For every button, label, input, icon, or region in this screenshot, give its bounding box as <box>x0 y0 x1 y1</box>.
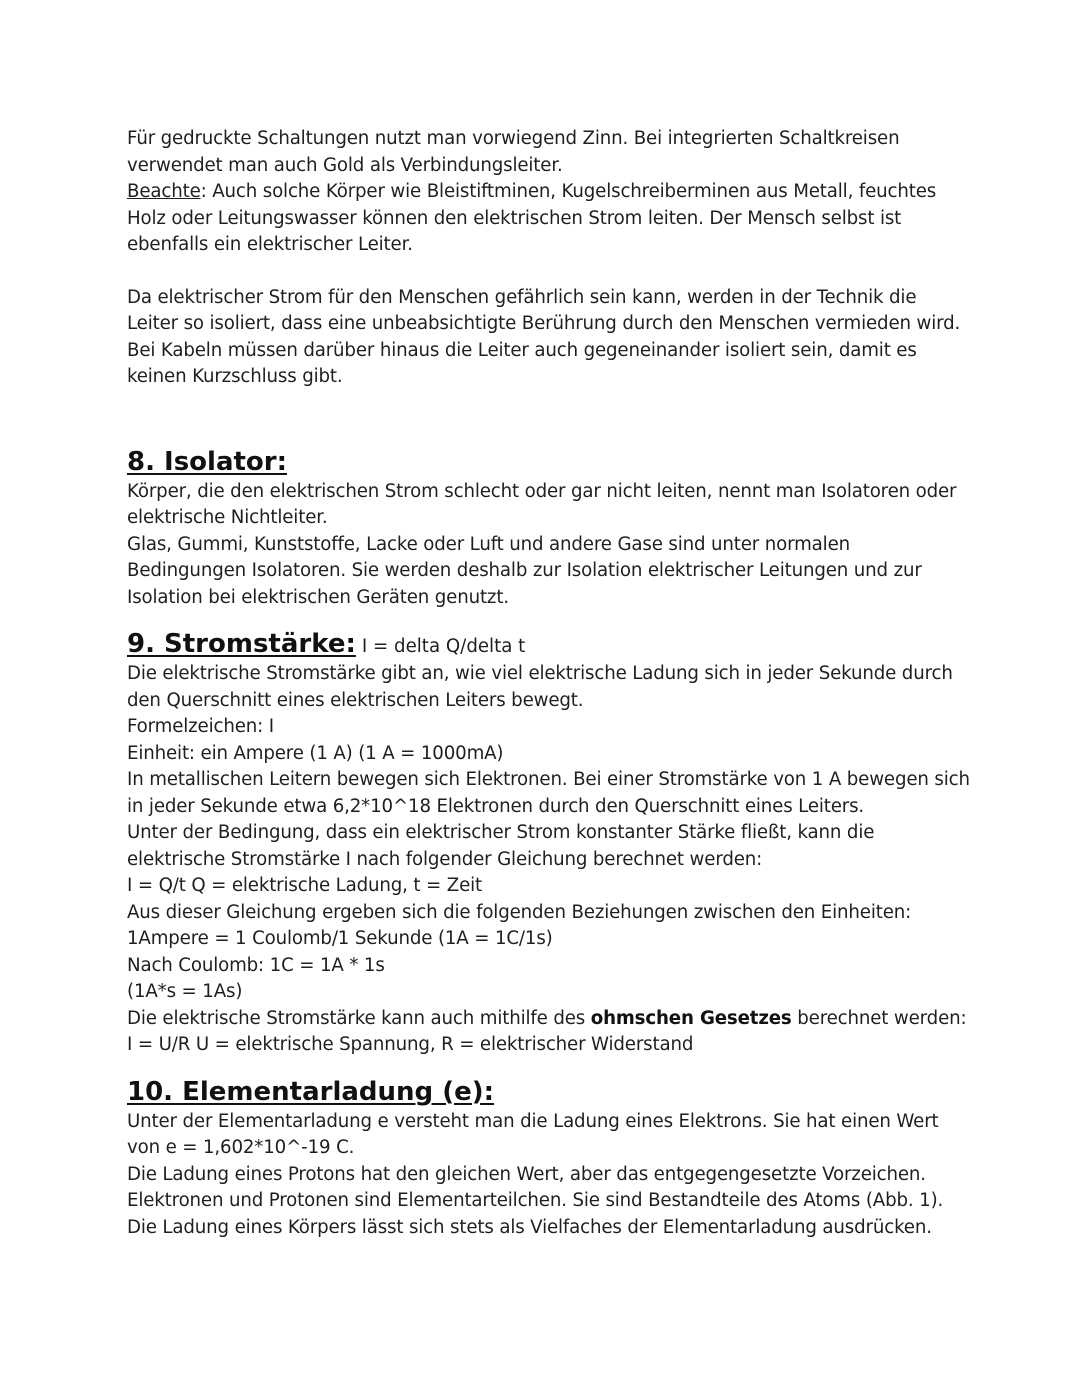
section-heading-stromstaerke: 9. Stromstärke: <box>127 629 356 659</box>
text-line: In metallischen Leitern bewegen sich Elektronen. Bei einer Stromstärke von 1 A bewegen sich <box>127 769 970 790</box>
text-line: (1A*s = 1As) <box>127 981 243 1002</box>
text-line: ebenfalls ein elektrischer Leiter. <box>127 234 413 255</box>
text-line: Aus dieser Gleichung ergeben sich die folgenden Beziehungen zwischen den Einheiten: <box>127 901 912 923</box>
text-line: Da elektrischer Strom für den Menschen gefährlich sein kann, werden in der Technik die <box>127 286 917 308</box>
text-line: Formelzeichen: I <box>127 716 274 737</box>
text-line: Die elektrische Stromstärke gibt an, wie viel elektrische Ladung sich in jeder Sekunde durch <box>127 663 953 684</box>
section-isolator <box>127 445 967 612</box>
text-line: Die Ladung eines Protons hat den gleichen Wert, aber das entgegengesetzte Vorzeichen. <box>127 1163 926 1185</box>
intro-paragraph-1 <box>127 126 967 259</box>
text-line: Nach Coulomb: 1C = 1A * 1s <box>127 954 385 976</box>
text-line: Körper, die den elektrischen Strom schlecht oder gar nicht leiten, nennt man Isolatoren oder <box>127 480 957 502</box>
ohm-pre: Die elektrische Stromstärke kann auch mithilfe des <box>127 1007 591 1029</box>
text-line: Einheit: ein Ampere (1 A) (1 A = 1000mA) <box>127 742 504 764</box>
section-heading-elementarladung: 10. Elementarladung (e): <box>127 1076 494 1107</box>
text-line: Für gedruckte Schaltungen nutzt man vorwiegend Zinn. Bei integrierten Schaltkreisen <box>127 128 900 149</box>
text-line: 1Ampere = 1 Coulomb/1 Sekunde (1A = 1C/1s) <box>127 928 553 949</box>
section-heading-isolator: 8. Isolator: <box>127 446 287 477</box>
beachte-line <box>127 179 967 206</box>
beachte-text: : Auch solche Körper wie Bleistiftminen, Kugelschreiberminen aus Metall, feuchtes <box>200 181 937 202</box>
text-line: Unter der Elementarladung e versteht man die Ladung eines Elektrons. Sie hat einen Wert <box>127 1110 939 1132</box>
ohm-post: berechnet werden: <box>791 1007 967 1029</box>
text-line: Unter der Bedingung, dass ein elektrischer Strom konstanter Stärke fließt, kann die <box>127 822 875 843</box>
heading-formula: I = delta Q/delta t <box>361 636 526 657</box>
text-line: verwendet man auch Gold als Verbindungsleiter. <box>127 154 563 176</box>
section-elementarladung <box>127 1075 967 1242</box>
text-line: keinen Kurzschluss gibt. <box>127 366 343 387</box>
text-line: in jeder Sekunde etwa 6,2*10^18 Elektronen durch den Querschnitt eines Leiters. <box>127 795 865 817</box>
text-line: I = U/R U = elektrische Spannung, R = elektrischer Widerstand <box>127 1034 694 1055</box>
section-stromstaerke <box>127 627 970 1059</box>
text-line: Holz oder Leitungswasser können den elektrischen Strom leiten. Der Mensch selbst ist <box>127 207 902 229</box>
text-line: den Querschnitt eines elektrischen Leiters bewegt. <box>127 689 584 711</box>
text-line: Elektronen und Protonen sind Elementarteilchen. Sie sind Bestandteile des Atoms (Abb. 1). <box>127 1190 944 1211</box>
text-line: I = Q/t Q = elektrische Ladung, t = Zeit <box>127 875 482 896</box>
text-line: Leiter so isoliert, dass eine unbeabsichtigte Berührung durch den Menschen vermieden wird. <box>127 313 961 334</box>
text-line: elektrische Stromstärke I nach folgender Gleichung berechnet werden: <box>127 848 763 870</box>
document-page <box>127 126 970 1241</box>
text-line: Isolation bei elektrischen Geräten genutzt. <box>127 586 509 608</box>
beachte-label: Beachte <box>127 181 201 202</box>
text-line: Die Ladung eines Körpers lässt sich stets als Vielfaches der Elementarladung ausdrücken. <box>127 1216 932 1238</box>
text-line: Bedingungen Isolatoren. Sie werden deshalb zur Isolation elektrischer Leitungen und zur <box>127 560 922 581</box>
ohm-line <box>127 1006 967 1033</box>
text-line: Glas, Gummi, Kunststoffe, Lacke oder Luft und andere Gase sind unter normalen <box>127 533 850 555</box>
text-line: elektrische Nichtleiter. <box>127 507 328 528</box>
section-heading-row <box>127 627 967 661</box>
text-line: Bei Kabeln müssen darüber hinaus die Leiter auch gegeneinander isoliert sein, damit es <box>127 339 917 361</box>
ohm-bold: ohmschen Gesetzes <box>590 1007 792 1029</box>
intro-paragraph-2 <box>127 285 967 391</box>
text-line: von e = 1,602*10^-19 C. <box>127 1137 355 1158</box>
